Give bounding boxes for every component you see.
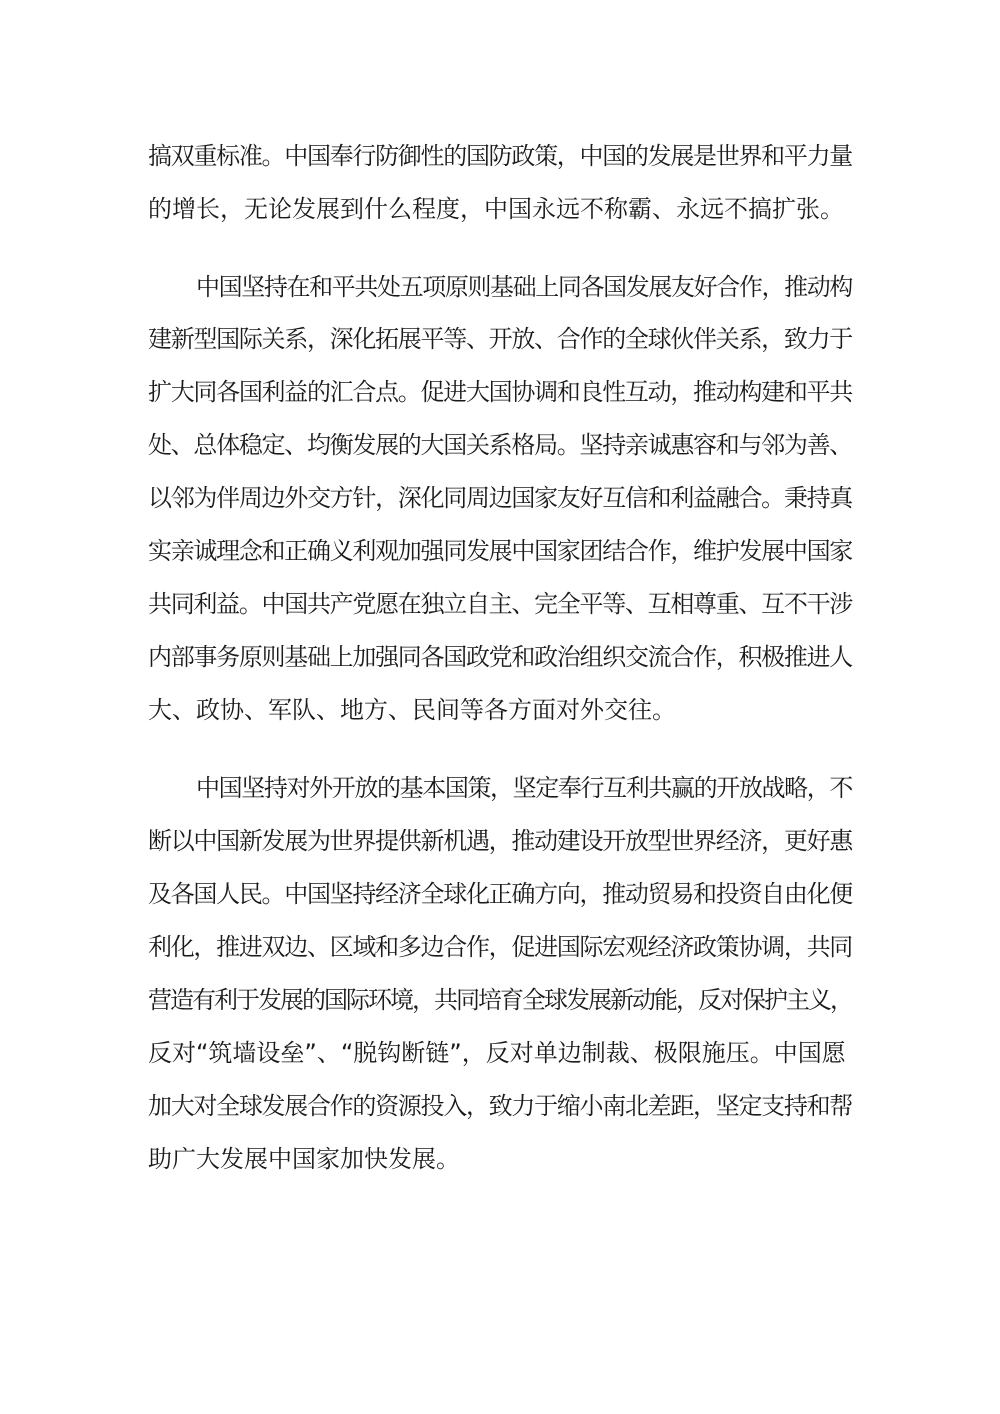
paragraph-line: 断以中国新发展为世界提供新机遇，推动建设开放型世界经济，更好惠 <box>148 827 853 855</box>
paragraph-line: 及各国人民。中国坚持经济全球化正确方向，推动贸易和投资自由化便 <box>148 880 853 908</box>
paragraph-line: 扩大同各国利益的汇合点。促进大国协调和良性互动，推动构建和平共 <box>148 378 853 406</box>
paragraph-line: 搞双重标准。中国奉行防御性的国防政策，中国的发展是世界和平力量 <box>148 142 853 170</box>
paragraph-line: 反对“筑墙设垒”、“脱钩断链”，反对单边制裁、极限施压。中国愿 <box>148 1039 846 1067</box>
paragraph-line: 营造有利于发展的国际环境，共同培育全球发展新动能，反对保护主义， <box>148 986 852 1014</box>
paragraph-line: 内部事务原则基础上加强同各国政党和政治组织交流合作，积极推进人 <box>148 643 853 671</box>
paragraph-line: 处、总体稳定、均衡发展的大国关系格局。坚持亲诚惠容和与邻为善、 <box>148 431 853 459</box>
paragraph-line: 中国坚持对外开放的基本国策，坚定奉行互利共赢的开放战略，不 <box>196 774 852 802</box>
paragraph-line: 以邻为伴周边外交方针，深化同周边国家友好互信和利益融合。秉持真 <box>148 484 853 512</box>
paragraph-line: 的增长，无论发展到什么程度，中国永远不称霸、永远不搞扩张。 <box>148 195 844 223</box>
paragraph-line: 中国坚持在和平共处五项原则基础上同各国发展友好合作，推动构 <box>196 273 852 301</box>
paragraph-line: 加大对全球发展合作的资源投入，致力于缩小南北差距，坚定支持和帮 <box>148 1092 853 1120</box>
paragraph-line: 实亲诚理念和正确义利观加强同发展中国家团结合作，维护发展中国家 <box>148 537 853 565</box>
paragraph-line: 共同利益。中国共产党愿在独立自主、完全平等、互相尊重、互不干涉 <box>148 590 853 618</box>
paragraph-line: 助广大发展中国家加快发展。 <box>148 1145 460 1173</box>
paragraph-line: 利化，推进双边、区域和多边合作，促进国际宏观经济政策协调，共同 <box>148 933 853 961</box>
paragraph-line: 建新型国际关系，深化拓展平等、开放、合作的全球伙伴关系，致力于 <box>148 325 853 353</box>
paragraph-line: 大、政协、军队、地方、民间等各方面对外交往。 <box>148 696 676 724</box>
